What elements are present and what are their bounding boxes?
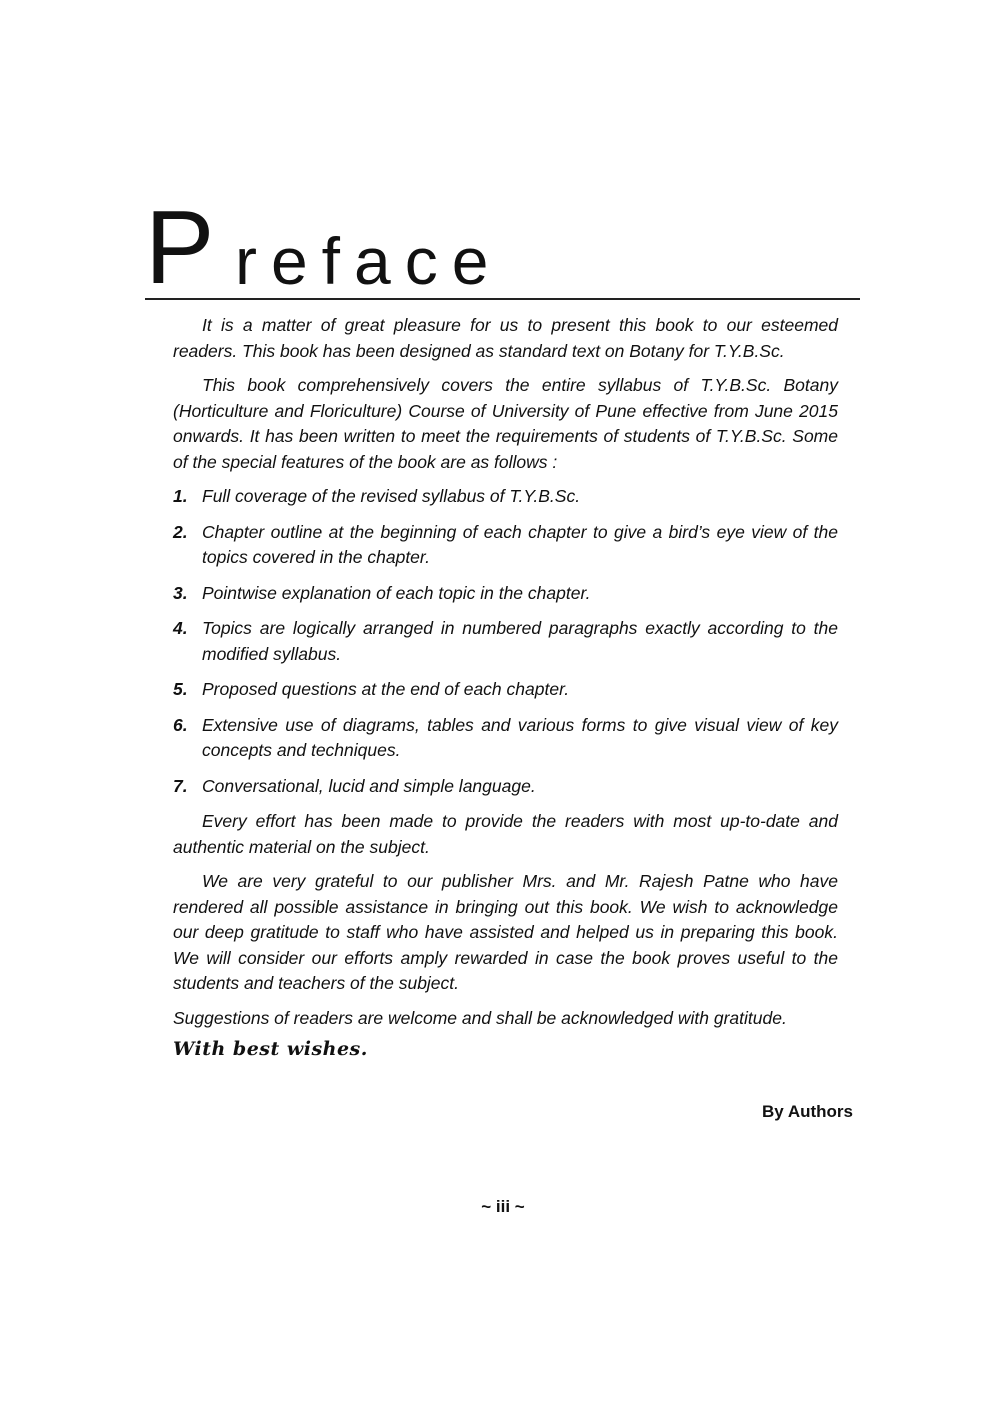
list-item-number: 6. (173, 714, 188, 735)
title-remaining-letters: reface (235, 224, 503, 298)
list-item-number: 1. (173, 486, 188, 506)
list-item (173, 774, 838, 800)
list-item (173, 520, 838, 571)
suggestions-paragraph: Suggestions of readers are welcome and shall be acknowledged with gratitude. (173, 1007, 787, 1028)
list-item-number: 4. (173, 618, 188, 638)
list-item (173, 484, 838, 510)
list-item (173, 677, 838, 703)
page-title (145, 190, 860, 306)
closing-paragraph: Every effort has been made to provide the readers with most up-to-date and authentic material on the subject. (173, 811, 838, 857)
list-item-number: 3. (173, 582, 188, 603)
list-item (173, 581, 838, 607)
intro-paragraph: It is a matter of great pleasure for us to present this book to our esteemed readers. This book has been designed as standard text on Botany for T.Y.B.Sc. (173, 315, 838, 361)
signoff-wishes: With best wishes. (173, 1038, 368, 1060)
list-item-text: Topics are logically arranged in numbered paragraphs exactly according to the modified syllabus. (202, 618, 838, 664)
features-list (173, 484, 838, 799)
list-item-text: Proposed questions at the end of each chapter. (202, 679, 570, 699)
list-item-text: Full coverage of the revised syllabus of T.Y.B.Sc. (202, 486, 581, 506)
list-item (173, 616, 838, 667)
title-initial-letter: P (145, 190, 215, 306)
list-item-text: Pointwise explanation of each topic in the chapter. (202, 582, 591, 603)
byline-authors: By Authors (762, 1102, 853, 1121)
preface-body (173, 313, 838, 1040)
list-item-number: 7. (173, 775, 188, 796)
list-item-text: Conversational, lucid and simple language. (202, 775, 536, 796)
list-item-number: 5. (173, 679, 188, 699)
page-number: ~ iii ~ (481, 1197, 525, 1216)
list-item-number: 2. (173, 521, 188, 542)
intro-paragraph: This book comprehensively covers the entire syllabus of T.Y.B.Sc. Botany (Horticulture and Floriculture) Course of University of Pune effective from June 2015 onwards. It has been written to meet the requirements of students of T.Y.B.Sc. Some of the special features of the book are as follows : (173, 375, 838, 472)
list-item-text: Chapter outline at the beginning of each chapter to give a bird’s eye view of the topics covered in the chapter. (202, 521, 838, 567)
list-item-text: Extensive use of diagrams, tables and various forms to give visual view of key concepts and techniques. (202, 714, 838, 760)
closing-paragraph: We are very grateful to our publisher Mrs. and Mr. Rajesh Patne who have rendered all possible assistance in bringing out this book. We wish to acknowledge our deep gratitude to staff who have assisted and helped us in preparing this book. We will consider our efforts amply rewarded in case the book proves useful to the students and teachers of the subject. (173, 871, 838, 993)
list-item (173, 713, 838, 764)
